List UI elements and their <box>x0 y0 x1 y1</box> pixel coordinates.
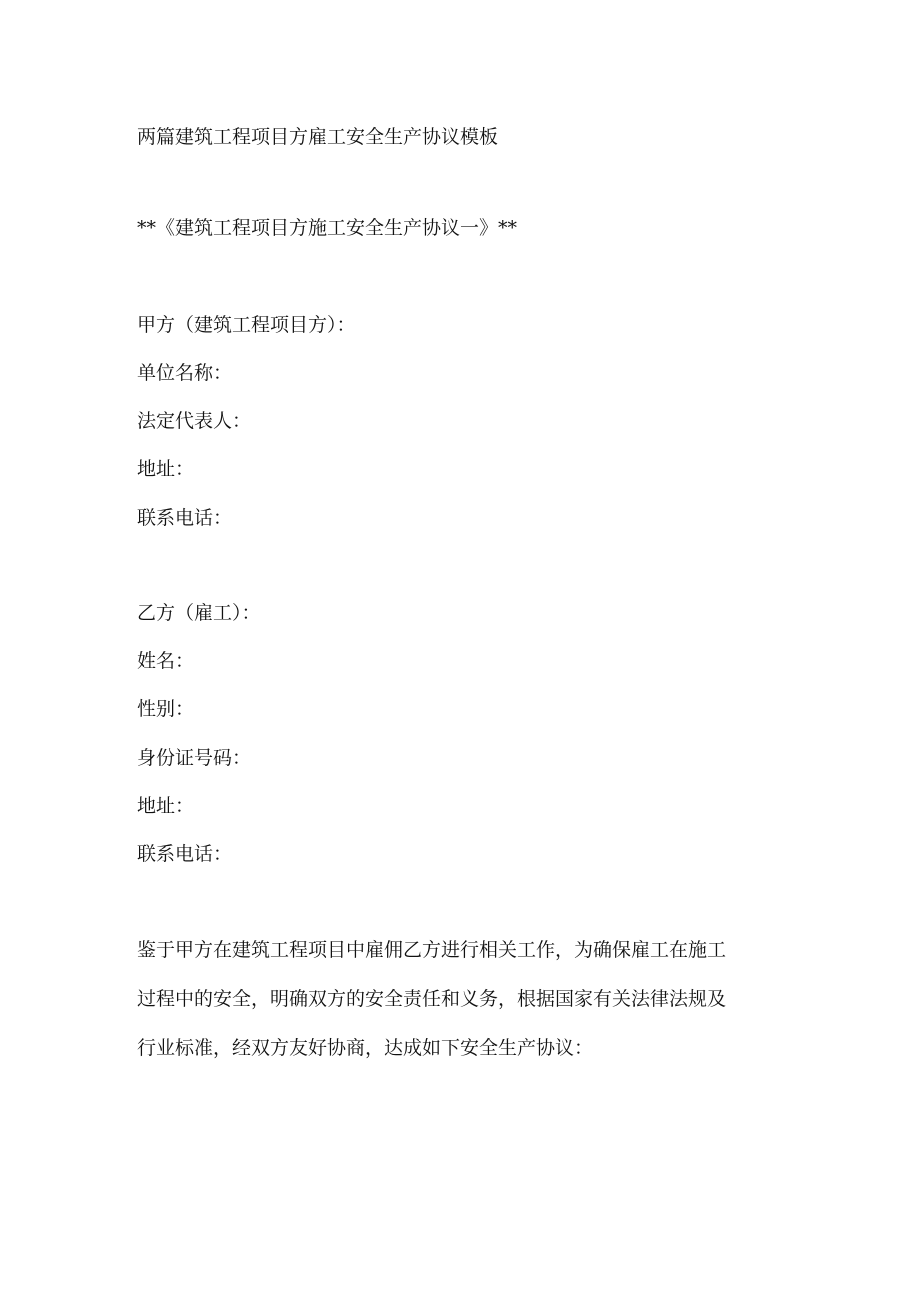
party-a-heading: 甲方（建筑工程项目方）： <box>137 314 356 336</box>
preamble-line-1: 鉴于甲方在建筑工程项目中雇佣乙方进行相关工作，为确保雇工在施工 <box>137 939 727 961</box>
party-a-phone-label: 联系电话： <box>137 507 233 529</box>
party-a-legal-rep-label: 法定代表人： <box>137 410 252 432</box>
party-a-org-name-label: 单位名称： <box>137 362 233 384</box>
party-b-heading: 乙方（雇工）： <box>137 602 261 624</box>
party-b-name-label: 姓名： <box>137 650 195 672</box>
preamble-line-3: 行业标准，经双方友好协商，达成如下安全生产协议： <box>137 1037 594 1059</box>
document-title: 两篇建筑工程项目方雇工安全生产协议模板 <box>137 126 499 148</box>
party-a-address-label: 地址： <box>137 458 195 480</box>
party-b-address-label: 地址： <box>137 795 195 817</box>
agreement-title: **《建筑工程项目方施工安全生产协议一》** <box>137 217 518 239</box>
party-b-phone-label: 联系电话： <box>137 843 233 865</box>
preamble-line-2: 过程中的安全，明确双方的安全责任和义务，根据国家有关法律法规及 <box>137 988 727 1010</box>
party-b-id-label: 身份证号码： <box>137 747 252 769</box>
party-b-gender-label: 性别： <box>137 698 195 720</box>
